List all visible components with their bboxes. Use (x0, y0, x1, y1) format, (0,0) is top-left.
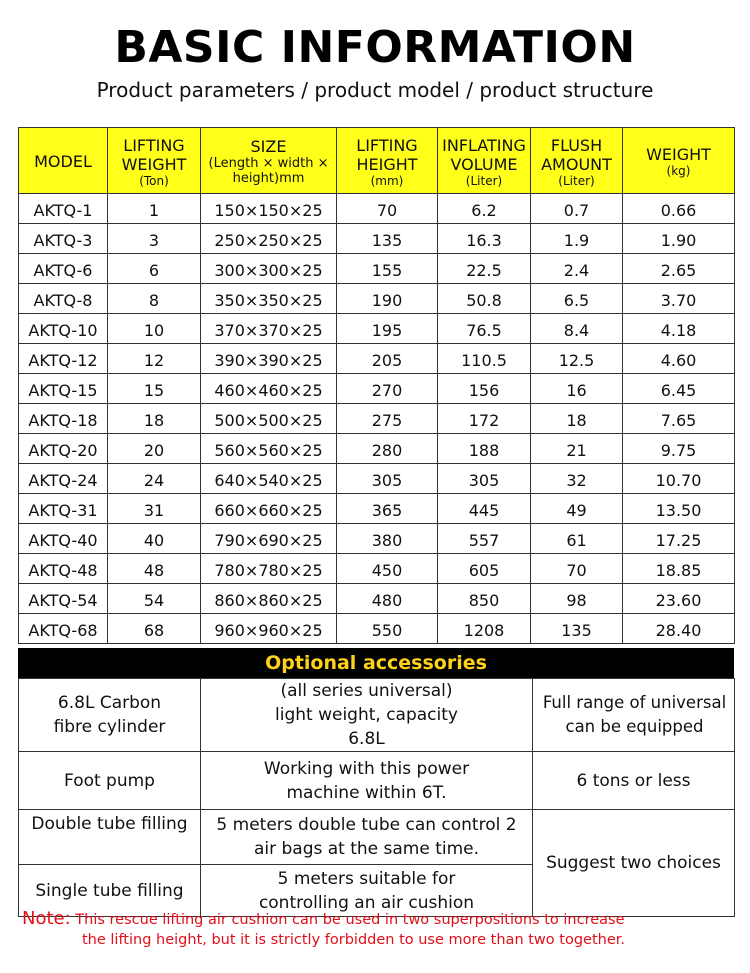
cell-weight: 28.40 (623, 614, 735, 644)
cell-weight: 23.60 (623, 584, 735, 614)
cell-lifting-height: 205 (337, 344, 438, 374)
cell-model: AKTQ-8 (19, 284, 108, 314)
table-row (19, 434, 735, 464)
accessory-name: Double tube filling (19, 810, 201, 865)
table-row (19, 254, 735, 284)
cell-inflating-volume: 557 (438, 524, 531, 554)
cell-lifting-weight: 24 (108, 464, 201, 494)
page-title: BASIC INFORMATION (114, 22, 636, 73)
cell-size: 660×660×25 (201, 494, 337, 524)
note-line-1: This rescue lifting air cushion can be used in two superpositions to increase (75, 912, 625, 928)
accessory-row-pump (19, 752, 735, 810)
cell-model: AKTQ-12 (19, 344, 108, 374)
header-lifting-weight-label: LIFTING WEIGHT (121, 135, 187, 174)
cell-lifting-weight: 10 (108, 314, 201, 344)
cell-inflating-volume: 76.5 (438, 314, 531, 344)
header-model (19, 128, 108, 194)
header-flush-amount-label: FLUSH AMOUNT (541, 135, 612, 174)
cell-weight: 4.18 (623, 314, 735, 344)
cell-model: AKTQ-20 (19, 434, 108, 464)
cell-flush-amount: 18 (531, 404, 623, 434)
header-weight-unit: (kg) (666, 164, 691, 178)
header-lifting-height-unit: (mm) (370, 173, 404, 188)
cell-model: AKTQ-31 (19, 494, 108, 524)
table-row (19, 194, 735, 224)
cell-weight: 7.65 (623, 404, 735, 434)
cell-size: 560×560×25 (201, 434, 337, 464)
table-row (19, 464, 735, 494)
accessory-name: Foot pump (19, 752, 201, 810)
cell-weight: 17.25 (623, 524, 735, 554)
cell-weight: 6.45 (623, 374, 735, 404)
header-lifting-height-label: LIFTING HEIGHT (356, 135, 418, 174)
cell-size: 250×250×25 (201, 224, 337, 254)
cell-flush-amount: 21 (531, 434, 623, 464)
header-inflating-volume (438, 128, 531, 194)
cell-lifting-height: 270 (337, 374, 438, 404)
cell-weight: 9.75 (623, 434, 735, 464)
cell-size: 300×300×25 (201, 254, 337, 284)
cell-flush-amount: 8.4 (531, 314, 623, 344)
page-subtitle: Product parameters / product model / product structure (96, 78, 654, 102)
header-inflating-volume-unit: (Liter) (465, 173, 503, 188)
header-inflating-volume-label: INFLATING VOLUME (442, 135, 526, 174)
header-size-unit: (Length × width × height)mm (208, 156, 329, 186)
table-row (19, 374, 735, 404)
table-row (19, 614, 735, 644)
cell-model: AKTQ-18 (19, 404, 108, 434)
cell-lifting-height: 70 (337, 194, 438, 224)
cell-size: 640×540×25 (201, 464, 337, 494)
cell-inflating-volume: 156 (438, 374, 531, 404)
cell-model: AKTQ-68 (19, 614, 108, 644)
cell-size: 350×350×25 (201, 284, 337, 314)
cell-flush-amount: 2.4 (531, 254, 623, 284)
cell-inflating-volume: 6.2 (438, 194, 531, 224)
cell-size: 370×370×25 (201, 314, 337, 344)
cell-lifting-height: 380 (337, 524, 438, 554)
cell-weight: 4.60 (623, 344, 735, 374)
cell-flush-amount: 32 (531, 464, 623, 494)
accessory-note-tubes: Suggest two choices (533, 810, 735, 917)
accessory-row-double (19, 810, 735, 865)
cell-lifting-weight: 48 (108, 554, 201, 584)
cell-lifting-height: 550 (337, 614, 438, 644)
cell-size: 960×960×25 (201, 614, 337, 644)
cell-size: 780×780×25 (201, 554, 337, 584)
accessory-description: (all series universal) light weight, capacity 6.8L (201, 679, 533, 752)
cell-inflating-volume: 172 (438, 404, 531, 434)
cell-lifting-weight: 6 (108, 254, 201, 284)
cell-flush-amount: 98 (531, 584, 623, 614)
cell-inflating-volume: 188 (438, 434, 531, 464)
cell-size: 150×150×25 (201, 194, 337, 224)
spec-table-body (19, 194, 735, 644)
cell-lifting-weight: 12 (108, 344, 201, 374)
note-line-2: the lifting height, but it is strictly forbidden to use more than two together. (82, 932, 625, 948)
cell-lifting-weight: 8 (108, 284, 201, 314)
cell-inflating-volume: 850 (438, 584, 531, 614)
cell-flush-amount: 0.7 (531, 194, 623, 224)
header-model-label: MODEL (34, 152, 92, 171)
cell-weight: 13.50 (623, 494, 735, 524)
cell-weight: 2.65 (623, 254, 735, 284)
cell-flush-amount: 16 (531, 374, 623, 404)
accessory-description: 5 meters suitable for controlling an air cushion (201, 865, 533, 917)
cell-lifting-height: 135 (337, 224, 438, 254)
cell-weight: 3.70 (623, 284, 735, 314)
cell-lifting-weight: 54 (108, 584, 201, 614)
warning-note (22, 909, 742, 950)
table-row (19, 284, 735, 314)
header-flush-amount-unit: (Liter) (558, 173, 595, 188)
cell-lifting-height: 480 (337, 584, 438, 614)
cell-inflating-volume: 50.8 (438, 284, 531, 314)
header-flush-amount (531, 128, 623, 194)
table-row (19, 404, 735, 434)
cell-model: AKTQ-15 (19, 374, 108, 404)
cell-model: AKTQ-40 (19, 524, 108, 554)
header-lifting-weight (108, 128, 201, 194)
accessory-description: Working with this power machine within 6T. (201, 752, 533, 810)
cell-weight: 10.70 (623, 464, 735, 494)
table-row (19, 344, 735, 374)
cell-inflating-volume: 1208 (438, 614, 531, 644)
cell-flush-amount: 1.9 (531, 224, 623, 254)
cell-inflating-volume: 22.5 (438, 254, 531, 284)
cell-lifting-height: 305 (337, 464, 438, 494)
accessory-description: 5 meters double tube can control 2 air bags at the same time. (201, 810, 533, 865)
note-label: Note: (22, 908, 71, 929)
header-weight-label: WEIGHT (646, 145, 711, 164)
accessory-row-carbon (19, 679, 735, 752)
cell-flush-amount: 135 (531, 614, 623, 644)
cell-inflating-volume: 305 (438, 464, 531, 494)
accessory-name: Single tube filling (19, 865, 201, 917)
cell-lifting-weight: 68 (108, 614, 201, 644)
accessory-note: Full range of universal can be equipped (533, 679, 735, 752)
cell-model: AKTQ-10 (19, 314, 108, 344)
cell-flush-amount: 70 (531, 554, 623, 584)
cell-lifting-height: 365 (337, 494, 438, 524)
cell-lifting-height: 275 (337, 404, 438, 434)
cell-model: AKTQ-1 (19, 194, 108, 224)
cell-lifting-height: 190 (337, 284, 438, 314)
cell-size: 390×390×25 (201, 344, 337, 374)
cell-flush-amount: 61 (531, 524, 623, 554)
cell-lifting-weight: 20 (108, 434, 201, 464)
cell-weight: 18.85 (623, 554, 735, 584)
cell-lifting-height: 450 (337, 554, 438, 584)
cell-flush-amount: 49 (531, 494, 623, 524)
spec-header-row (19, 128, 735, 194)
cell-lifting-weight: 31 (108, 494, 201, 524)
cell-inflating-volume: 16.3 (438, 224, 531, 254)
cell-size: 500×500×25 (201, 404, 337, 434)
cell-inflating-volume: 445 (438, 494, 531, 524)
cell-size: 460×460×25 (201, 374, 337, 404)
cell-model: AKTQ-6 (19, 254, 108, 284)
table-row (19, 494, 735, 524)
cell-lifting-height: 195 (337, 314, 438, 344)
table-row (19, 314, 735, 344)
accessory-note: 6 tons or less (533, 752, 735, 810)
cell-inflating-volume: 110.5 (438, 344, 531, 374)
table-row (19, 524, 735, 554)
cell-inflating-volume: 605 (438, 554, 531, 584)
cell-lifting-weight: 15 (108, 374, 201, 404)
header-lifting-height (337, 128, 438, 194)
cell-lifting-height: 155 (337, 254, 438, 284)
cell-weight: 1.90 (623, 224, 735, 254)
cell-flush-amount: 12.5 (531, 344, 623, 374)
cell-model: AKTQ-24 (19, 464, 108, 494)
header-size (201, 128, 337, 194)
cell-weight: 0.66 (623, 194, 735, 224)
table-row (19, 224, 735, 254)
cell-model: AKTQ-48 (19, 554, 108, 584)
cell-lifting-weight: 1 (108, 194, 201, 224)
header-lifting-weight-unit: (Ton) (139, 173, 169, 188)
cell-lifting-weight: 40 (108, 524, 201, 554)
header-size-label: SIZE (250, 137, 287, 156)
cell-model: AKTQ-3 (19, 224, 108, 254)
spec-table (18, 127, 735, 644)
accessories-table (18, 678, 735, 917)
accessory-name: 6.8L Carbon fibre cylinder (19, 679, 201, 752)
header-weight (623, 128, 735, 194)
table-row (19, 584, 735, 614)
cell-model: AKTQ-54 (19, 584, 108, 614)
accessories-heading: Optional accessories (18, 648, 734, 679)
cell-lifting-weight: 18 (108, 404, 201, 434)
cell-size: 790×690×25 (201, 524, 337, 554)
table-row (19, 554, 735, 584)
cell-lifting-weight: 3 (108, 224, 201, 254)
cell-size: 860×860×25 (201, 584, 337, 614)
cell-flush-amount: 6.5 (531, 284, 623, 314)
cell-lifting-height: 280 (337, 434, 438, 464)
